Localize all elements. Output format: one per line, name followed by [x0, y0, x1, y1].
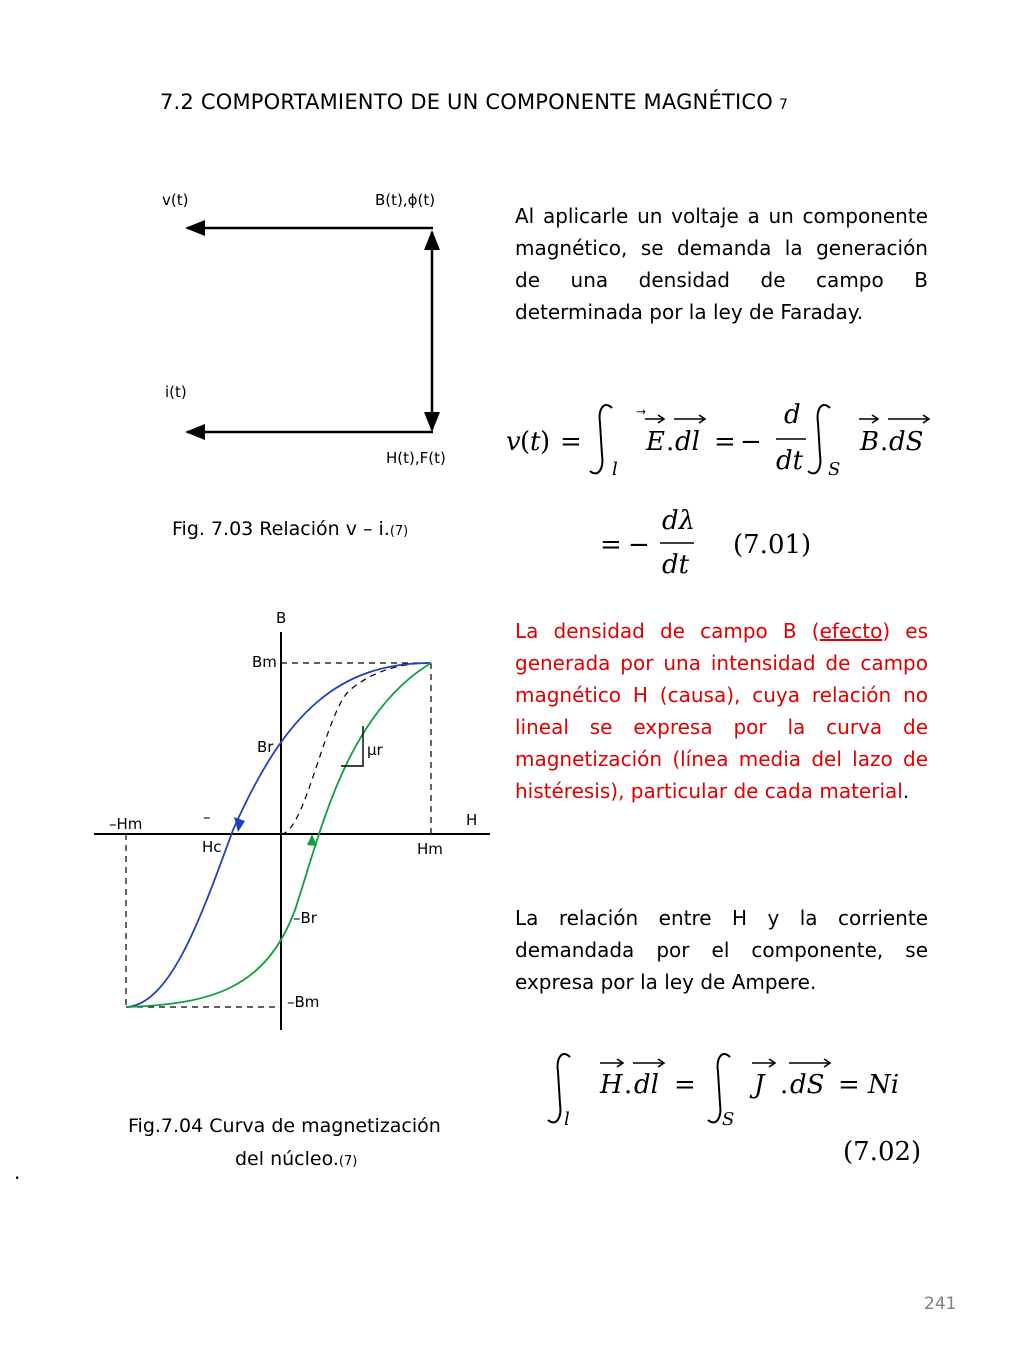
svg-text:=: =	[560, 427, 582, 457]
svg-text:=: =	[838, 1070, 860, 1100]
fig2-caption-line2: del núcleo.(7)	[235, 1148, 358, 1170]
svg-text:l: l	[564, 1109, 570, 1130]
fig2-caption-line1: Fig.7.04 Curva de magnetización	[128, 1115, 441, 1137]
fig-hysteresis	[90, 620, 500, 1040]
svg-text:=: =	[674, 1070, 696, 1100]
label-b-phi: B(t),ϕ(t)	[375, 191, 436, 209]
svg-text:t: t	[530, 427, 541, 457]
paragraph-ampere: La relación entre H y la corriente demandada por el componente, se expresa por la ley de Ampere.	[515, 906, 928, 994]
svg-text:dl: dl	[634, 1070, 659, 1100]
svg-text:B: B	[860, 427, 880, 457]
svg-text:=: =	[714, 427, 736, 457]
label-bm: Bm	[252, 653, 277, 671]
svg-text:−: −	[740, 427, 762, 457]
fig-vi-relation	[150, 180, 480, 480]
svg-text:−: −	[628, 530, 650, 560]
equation-faraday	[500, 395, 940, 585]
svg-text:E: E	[646, 427, 665, 457]
label-neg-hc-sign: –	[203, 808, 211, 826]
svg-text:dλ: dλ	[662, 506, 696, 536]
svg-text:S: S	[722, 1109, 735, 1130]
label-mur: μr	[367, 741, 383, 759]
svg-text:dS: dS	[790, 1070, 825, 1100]
svg-text:dt: dt	[662, 550, 690, 580]
equation-number-2: (7.02)	[843, 1137, 922, 1167]
section-title-ref: 7	[778, 97, 789, 113]
label-neg-br: –Br	[293, 909, 317, 927]
label-br: Br	[257, 738, 274, 756]
svg-text:v: v	[506, 427, 521, 457]
slope-triangle	[341, 726, 363, 766]
svg-text:dl: dl	[675, 427, 700, 457]
label-v: v(t)	[162, 191, 189, 209]
svg-text:.: .	[624, 1070, 633, 1100]
svg-text:l: l	[612, 459, 618, 480]
label-h-f: H(t),F(t)	[386, 449, 446, 467]
label-i: i(t)	[165, 383, 187, 401]
label-hm: Hm	[417, 840, 443, 858]
equation-ampere	[540, 1045, 920, 1135]
paragraph-magnetization: La densidad de campo B (efecto) es generada por una intensidad de campo magnético H (causa), cuya relación no lineal se expresa por la curva de magnetización (línea media del lazo de histéresis), particular de cada material.	[515, 619, 928, 803]
svg-text:d: d	[784, 400, 801, 430]
svg-text:H: H	[600, 1070, 623, 1100]
paragraph-faraday: Al aplicarle un voltaje a un componente magnético, se demanda la generación de una densidad de campo B determinada por la ley de Faraday.	[515, 204, 928, 324]
svg-text:⃗	[636, 409, 646, 414]
svg-text:Ni: Ni	[868, 1070, 900, 1100]
svg-text:(: (	[520, 427, 531, 457]
svg-text:.: .	[880, 427, 889, 457]
svg-text:.: .	[666, 427, 675, 457]
section-title	[160, 90, 788, 114]
equation-number-1: (7.01)	[733, 530, 812, 560]
page-number: 241	[924, 1294, 957, 1314]
section-title-text: 7.2 COMPORTAMIENTO DE UN COMPONENTE MAGNÉTICO	[160, 90, 773, 114]
label-neg-hm: –Hm	[109, 815, 143, 833]
label-axis-b: B	[276, 609, 287, 627]
svg-text:): )	[540, 427, 551, 457]
label-neg-bm: –Bm	[287, 993, 320, 1011]
label-hc: Hc	[202, 838, 222, 856]
svg-text:dt: dt	[776, 446, 804, 476]
stray-dot: .	[14, 1160, 21, 1184]
svg-text:=: =	[600, 530, 622, 560]
label-axis-h: H	[466, 811, 478, 829]
svg-text:J: J	[754, 1070, 765, 1100]
svg-text:S: S	[828, 459, 841, 480]
svg-text:dS: dS	[889, 427, 924, 457]
fig1-caption: Fig. 7.03 Relación v – i.(7)	[172, 518, 409, 540]
svg-text:.: .	[780, 1070, 789, 1100]
